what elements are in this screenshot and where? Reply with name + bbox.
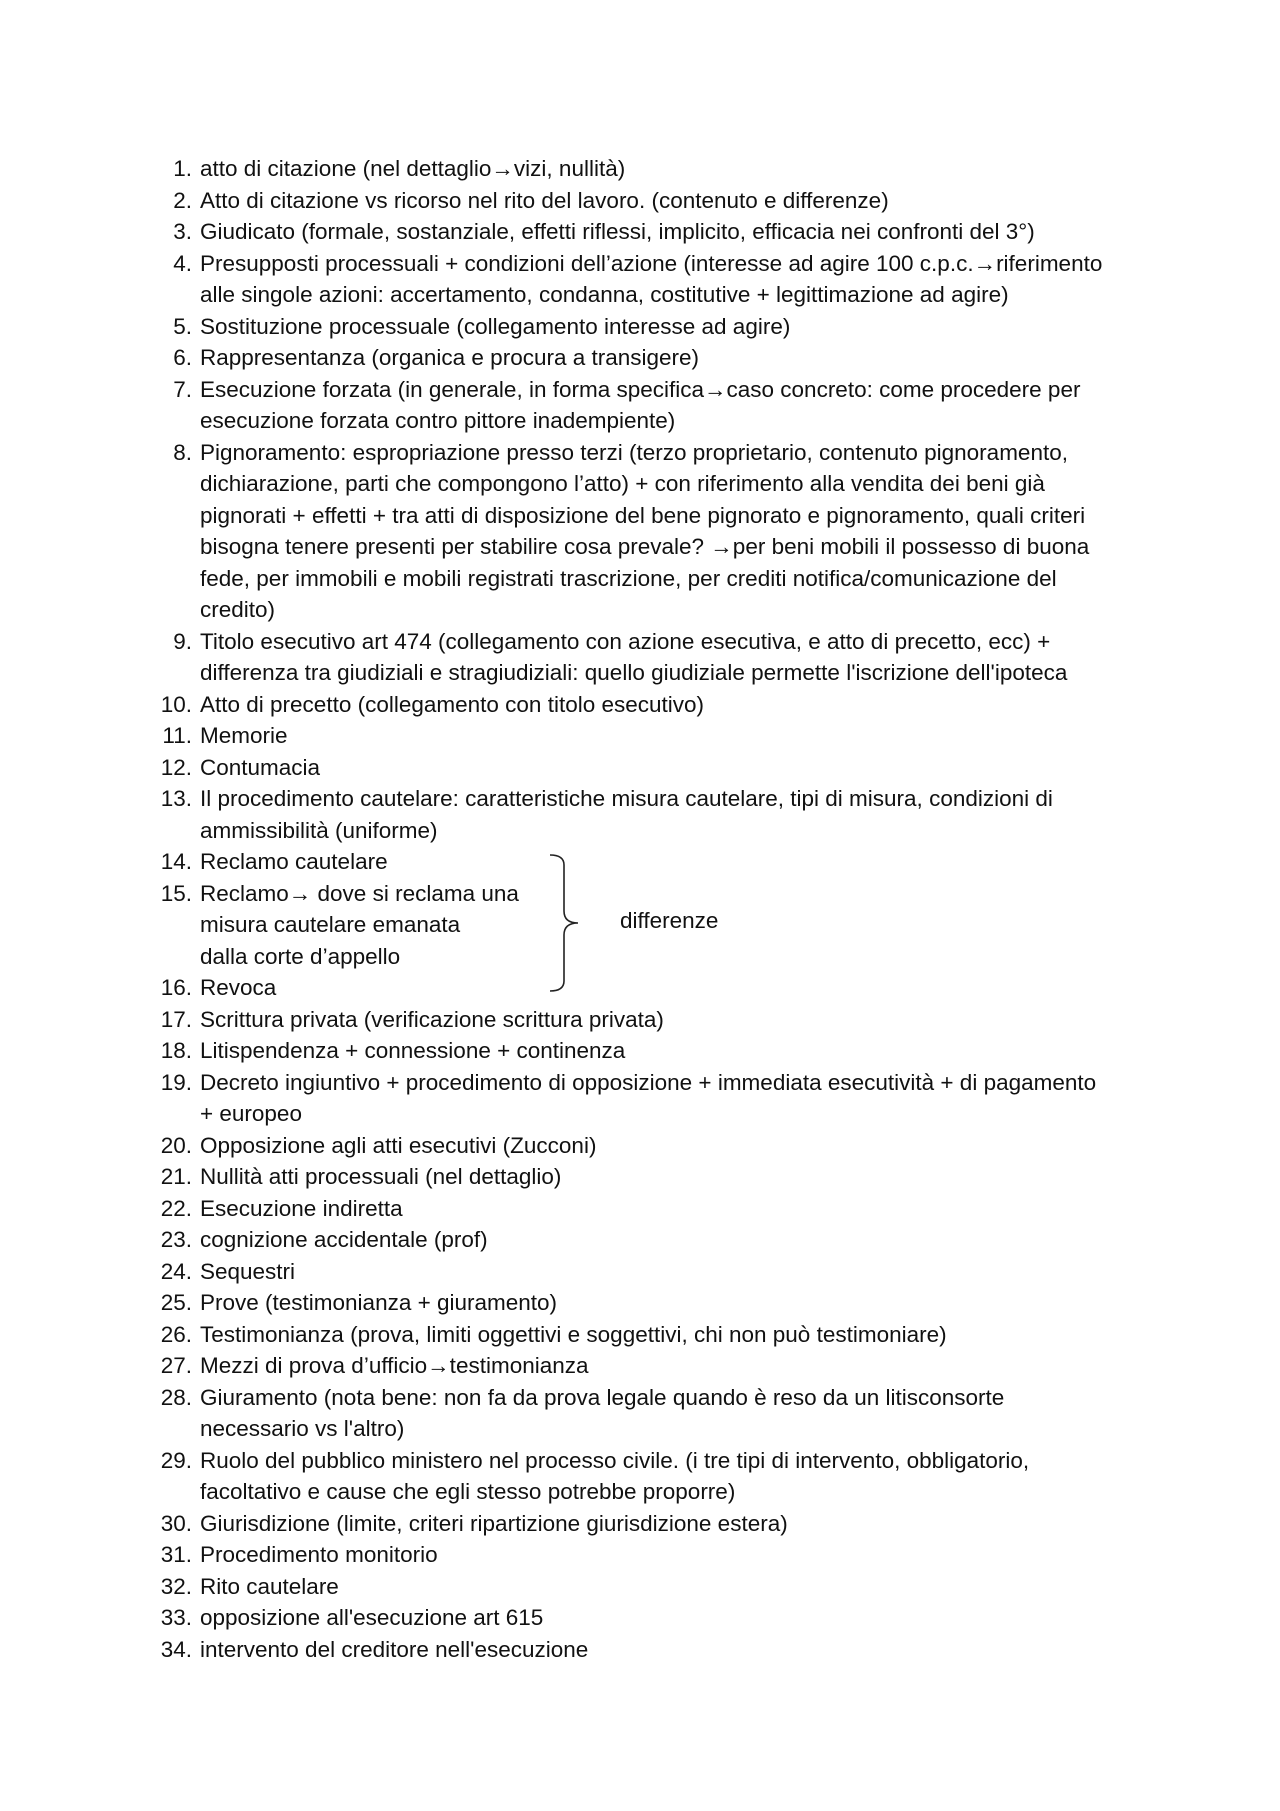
list-item-number: 4. [173,250,192,276]
list-item [156,1319,1156,1351]
list-item-line: Titolo esecutivo art 474 (collegamento con azione esecutiva, e atto di precetto, ecc) + [200,628,1051,654]
brace-label: differenze [620,908,719,933]
list-item-number: 11. [162,723,192,748]
list-item [156,1067,1156,1130]
list-item-line: fede, per immobili e mobili registrati trascrizione, per crediti notifica/comunicazione del [200,565,1057,591]
list-item-text [200,1382,1156,1445]
list-item [156,1287,1156,1319]
list-item-number: 17. [160,1006,192,1032]
list-item-text [200,783,1156,846]
list-item-text [200,1161,1156,1193]
list-item-line: Mezzi di prova d’ufficio→testimonianza [200,1353,589,1378]
list-item-number: 21. [160,1164,192,1189]
list-item-line: differenza tra giudiziali e stragiudiziali: quello giudiziale permette l'iscrizione dell'ipoteca [200,660,1068,685]
list-item [156,1539,1156,1571]
list-item-text [200,374,1156,437]
list-item-number: 31. [160,1542,192,1567]
list-item [156,1382,1156,1445]
list-item-line: esecuzione forzata contro pittore inadempiente) [200,408,676,433]
list-item-line: Sostituzione processuale (collegamento interesse ad agire) [200,313,791,339]
list-item-number: 14. [160,849,192,874]
list-item-text [200,153,1156,185]
list-item-line: Testimonianza (prova, limiti oggettivi e soggettivi, chi non può testimoniare) [200,1321,947,1347]
list-item-text [200,1445,1156,1508]
list-item-line: Rito cautelare [200,1573,339,1599]
list-item-text [200,846,1156,878]
list-item-line: Opposizione agli atti esecutivi (Zucconi) [200,1132,597,1158]
list-item [156,185,1156,217]
list-item [156,1224,1156,1256]
list-item-text [200,689,1156,721]
list-item-line: Rappresentanza (organica e procura a transigere) [200,345,700,370]
list-item-line: Contumacia [200,754,321,780]
list-item-text [200,1508,1156,1540]
list-item-number: 34. [160,1636,192,1662]
right-brace-icon [548,853,588,993]
list-item-line: Esecuzione forzata (in generale, in forma specifica→caso concreto: come procedere per [200,376,1081,402]
list-item-line: Sequestri [200,1258,296,1284]
list-item-line: misura cautelare emanata [200,912,461,937]
list-item-line: Presupposti processuali + condizioni dell’azione (interesse ad agire 100 c.p.c.→riferimento [200,250,1103,276]
list-item-text [200,1256,1156,1288]
list-item-number: 15. [160,880,192,906]
list-item-number: 27. [160,1353,192,1378]
list-item-text [200,1130,1156,1162]
list-item [156,1193,1156,1225]
list-item [156,1445,1156,1508]
list-item [156,846,1156,878]
list-item-text [200,626,1156,689]
list-item [156,153,1156,185]
list-item-line: credito) [200,597,276,622]
list-item [156,1161,1156,1193]
list-item-line: Il procedimento cautelare: caratteristiche misura cautelare, tipi di misura, condizioni di [200,786,1053,811]
list-item [156,216,1156,248]
list-item-text [200,248,1156,311]
list-item-number: 7. [173,376,192,402]
list-item [156,1035,1156,1067]
list-item-line: + europeo [200,1101,302,1126]
list-item-line: alle singole azioni: accertamento, condanna, costitutive + legittimazione ad agire) [200,282,1009,307]
list-item-number: 10. [160,691,192,717]
list-item-text [200,1634,1156,1666]
list-item-number: 33. [160,1605,192,1630]
list-item-text [200,1193,1156,1225]
list-item-text [200,1067,1156,1130]
list-item-line: Procedimento monitorio [200,1542,438,1567]
list-item-line: Reclamo cautelare [200,849,388,874]
list-item-number: 5. [173,313,192,339]
list-item [156,626,1156,689]
list-item-number: 30. [160,1510,192,1536]
list-item-line: Reclamo→ dove si reclama una [200,880,519,906]
list-item [156,1602,1156,1634]
list-item-text [200,1287,1156,1319]
list-item [156,972,1156,1004]
list-item-text [200,752,1156,784]
list-item-number: 6. [173,345,192,370]
list-item-text [200,185,1156,217]
list-item-line: atto di citazione (nel dettaglio→vizi, nullità) [200,156,626,181]
list-item-line: pignorati + effetti + tra atti di disposizione del bene pignorato e pignoramento, quali criteri [200,502,1086,528]
list-item-number: 23. [160,1227,192,1252]
list-item-line: Decreto ingiuntivo + procedimento di opposizione + immediata esecutività + di pagamento [200,1069,1097,1095]
list-item-text [200,720,1156,752]
list-item-number: 32. [160,1573,192,1599]
list-item [156,1634,1156,1666]
list-item-text [200,1004,1156,1036]
list-item-line: intervento del creditore nell'esecuzione [200,1636,589,1662]
list-item-text [200,1539,1156,1571]
list-item-number: 29. [160,1447,192,1473]
list-item [156,437,1156,626]
list-item-line: Memorie [200,723,288,748]
list-item-line: Nullità atti processuali (nel dettaglio) [200,1164,562,1189]
list-item-text [200,342,1156,374]
list-item-line: Atto di precetto (collegamento con titolo esecutivo) [200,691,705,717]
list-item [156,311,1156,343]
list-item-line: ammissibilità (uniforme) [200,817,438,843]
list-item-number: 24. [160,1258,192,1284]
list-item-line: Revoca [200,975,277,1000]
list-item-line: Giuramento (nota bene: non fa da prova legale quando è reso da un litisconsorte [200,1384,1005,1410]
list-item [156,1350,1156,1382]
list-item-text [200,1224,1156,1256]
list-item-line: Ruolo del pubblico ministero nel processo civile. (i tre tipi di intervento, obbligatorio, [200,1447,1030,1473]
list-item-line: Prove (testimonianza + giuramento) [200,1290,558,1315]
list-item-text [200,437,1156,626]
list-item-line: bisogna tenere presenti per stabilire cosa prevale? →per beni mobili il possesso di buona [200,534,1090,559]
list-item-text [200,311,1156,343]
list-item-text [200,216,1156,248]
list-item-line: Giurisdizione (limite, criteri ripartizione giurisdizione estera) [200,1510,788,1536]
list-item-line: dichiarazione, parti che compongono l’atto) + con riferimento alla vendita dei beni già [200,471,1045,496]
list-item-number: 12. [160,754,192,780]
list-item-number: 25. [160,1290,192,1315]
list-item-number: 22. [160,1195,192,1221]
list-item-text [200,1035,1156,1067]
list-item-number: 26. [160,1321,192,1347]
list-item [156,248,1156,311]
list-item-number: 9. [173,628,192,654]
list-item [156,1256,1156,1288]
list-item [156,752,1156,784]
list-item-text [200,972,1156,1004]
list-item-number: 18. [160,1038,192,1063]
list-item-line: Atto di citazione vs ricorso nel rito del lavoro. (contenuto e differenze) [200,187,889,213]
list-item [156,720,1156,752]
list-item-line: necessario vs l'altro) [200,1416,405,1441]
list-item [156,783,1156,846]
list-item-number: 3. [173,219,192,244]
list-item [156,1130,1156,1162]
list-item-line: Pignoramento: espropriazione presso terzi (terzo proprietario, contenuto pignoramento, [200,439,1068,465]
list-item-number: 20. [160,1132,192,1158]
list-item-text [200,1602,1156,1634]
list-item [156,1571,1156,1603]
list-item-text [200,1571,1156,1603]
list-item-line: dalla corte d’appello [200,943,401,969]
list-item [156,689,1156,721]
list-item-line: cognizione accidentale (prof) [200,1227,488,1252]
list-item-number: 8. [173,439,192,465]
list-item-number: 13. [160,786,192,811]
list-item-line: Scrittura privata (verificazione scrittura privata) [200,1006,664,1032]
list-item-line: Litispendenza + connessione + continenza [200,1038,626,1063]
list-item [156,342,1156,374]
list-item-line: Esecuzione indiretta [200,1195,403,1221]
list-item-number: 1. [173,156,192,181]
list-item [156,1508,1156,1540]
list-item-text [200,1319,1156,1351]
list-item-number: 28. [160,1384,192,1410]
list-item-number: 19. [160,1069,192,1095]
list-item-number: 16. [160,975,192,1000]
list-item-number: 2. [173,187,192,213]
list-item [156,374,1156,437]
list-item-text [200,1350,1156,1382]
list-item [156,1004,1156,1036]
list-item-line: Giudicato (formale, sostanziale, effetti riflessi, implicito, efficacia nei confronti del 3°) [200,219,1035,244]
list-item-line: facoltativo e cause che egli stesso potrebbe proporre) [200,1479,736,1504]
list-item-line: opposizione all'esecuzione art 615 [200,1605,544,1630]
